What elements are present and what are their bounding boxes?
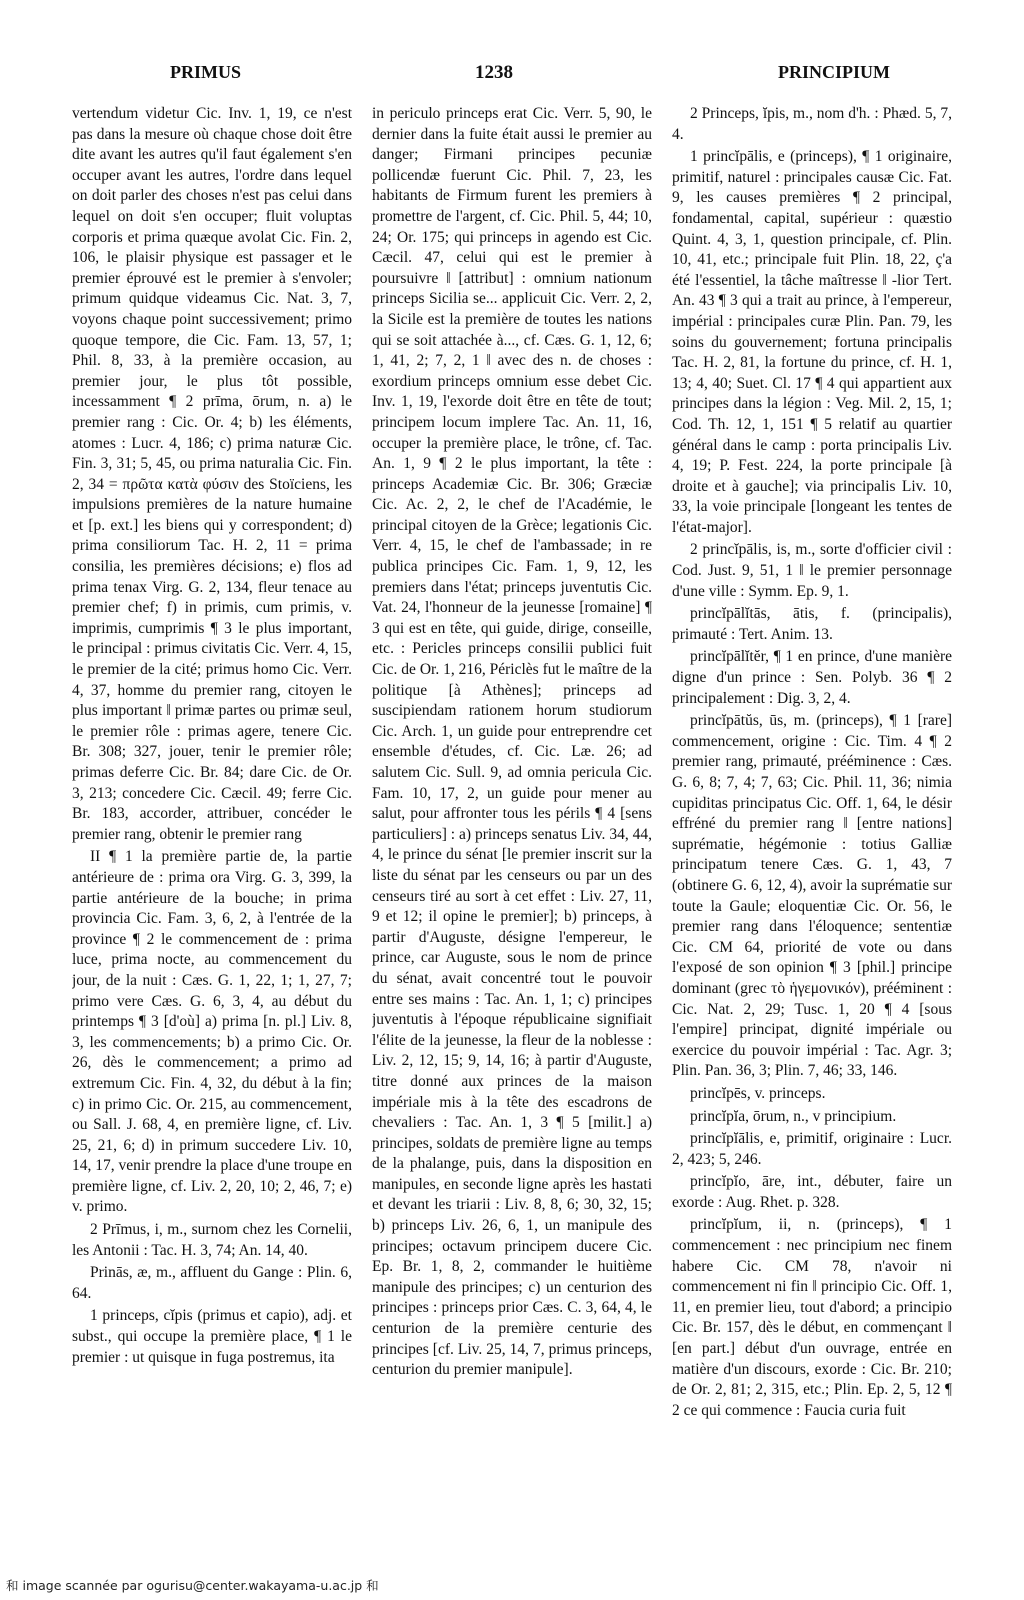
header-last-entry: PRINCIPIUM xyxy=(778,62,890,82)
text-column-left xyxy=(72,104,352,1569)
entry-principium: princĭpĭum, ii, n. (princeps), ¶ 1 commencement : nec principium nec finem habere Cic. CM 78, n'avoir ni commencement ni fin ‖ principio Cic. Off. 1, 11, en premier lieu, tout d'abord; a principio Cic. Br. 157, dès le début, en commençant ‖ [en part.] début d'un ouvrage, entrée en matière d'un discours, exorde : Cic. Br. 210; de Or. 2, 81; 2, 315, etc.; Plin. Ep. 2, 5, 12 ¶ 2 ce qui commence : Faucia curia fuit xyxy=(672,1216,952,1419)
entry-prinas: Prinās, æ, m., affluent du Gange : Plin. 6, 64. xyxy=(72,1264,352,1302)
entry-principalitas: princĭpālĭtās, ātis, f. (principalis), primauté : Tert. Anim. 13. xyxy=(672,605,952,643)
entry-paragraph: vertendum videtur Cic. Inv. 1, 19, ce n'est pas dans la mesure où chaque chose doit être dite avant les autres qu'il faut également s'en occuper avant les autres, l'ordre dans lequel on doit parler des choses n'est pas celui dans lequel on doit s'en occuper; fluit voluptas corporis et prima quæque avolat Cic. Fin. 2, 106, le plaisir physique est passager et le premier éprouvé est le premier à s'envoler; primum quidque videamus Cic. Nat. 3, 7, voyons chaque point successivement; primo quoque tempore, die Cic. Fam. 13, 57, 1; Phil. 8, 33, à la première occasion, au premier jour, le plus tôt possible, incessamment ¶ 2 prīma, ōrum, n. a) le premier rang : Cic. Or. 4; b) les éléments, atomes : Lucr. 4, 186; c) prima naturæ Cic. Fin. 3, 31; 5, 45, ou prima naturalia Cic. Fin. 2, 34 = πρῶτα κατὰ φύσιν des Stoïciens, les impulsions premières de la nature humaine et [p. ext.] les biens qui y correspondent; d) prima consiliorum Tac. H. 2, 11 = prima consilia, les premières décisions; e) flos ad prima tenax Virg. G. 2, 134, fleur tenace au premier chef; f) in primis, cum primis, v. imprimis, cumprimis ¶ 3 le plus important, le principal : primus civitatis Cic. Verr. 4, 15, le premier de la cité; primus homo Cic. Verr. 4, 37, homme du premier rang, citoyen le plus important ‖ primæ partes ou primæ seul, le premier rôle : primas agere, tenere Cic. Br. 308; 327, jouer, tenir le premier rôle; primas deferre Cic. Br. 84; dare Cic. de Or. 3, 213; concedere Cic. Cæcil. 49; ferre Cic. Br. 183, accorder, attribuer, concéder le premier rang, obtenir le premier rang xyxy=(72,105,352,843)
entry-paragraph: in periculo princeps erat Cic. Verr. 5, 90, le dernier dans la fuite était aussi le premier au danger; Firmani principes pecuniæ pollicendæ fuerunt Cic. Phil. 7, 23, les habitants de Firmum furent les premiers à promettre de l'argent, cf. Cic. Phil. 5, 44; 10, 24; Or. 175; qui princeps in agendo est Cic. Cæcil. 47, celui qui est le premier à poursuivre ‖ [attribut] : omnium nationum princeps Sicilia se... applicuit Cic. Verr. 2, 2, la Sicile est la première de toutes les nations qui se soit attachée à..., cf. Cæs. G. 1, 12, 6; 1, 41, 2; 7, 2, 1 ‖ avec des n. de choses : exordium princeps omnium esse debet Cic. Inv. 1, 19, l'exorde doit être en tête de tout; principem locum implere Tac. An. 11, 16, occuper la première place, le trône, cf. Tac. An. 1, 9 ¶ 2 le plus important, la tête : princeps Academiæ Cic. Br. 306; Græciæ Cic. Ac. 2, 2, le chef de l'Académie, le principal citoyen de la Grèce; legationis Cic. Verr. 4, 15, le chef de l'ambassade; in re publica principes Cic. Fam. 1, 9, 12, les premiers dans l'état; princeps juventutis Cic. Vat. 24, l'honneur de la jeunesse [romaine] ¶ 3 qui est en tête, qui guide, dirige, conseille, etc. : Pericles princeps consilii publici fuit Cic. de Or. 1, 216, Périclès fut le maître de la politique [à Athènes]; princeps ad suscipiendam rationem horum studiorum Cic. Arch. 1, un guide pour entreprendre cet ensemble d'études, cf. Cic. Læ. 26; ad salutem Cic. Sull. 9, ad omnia pericula Cic. Fam. 10, 17, 2, un guide pour mener au salut, pour affronter tous les périls ¶ 4 [sens particuliers] : a) princeps senatus Liv. 34, 44, 4, le prince du sénat [le premier inscrit sur la liste du sénat par les censeurs ou par un des censeurs tiré au sort à cet effet : Liv. 27, 11, 9 et 12; il opine le premier]; b) princeps, à partir d'Auguste, désigne l'empereur, le prince, car Auguste, sous le nom de prince du sénat, avait concentré tout le pouvoir entre ses mains : Tac. An. 1, 1; c) principes juventutis à l'époque républicaine signifiait l'élite de la jeunesse, la fleur de la noblesse : Liv. 2, 12, 15; 9, 14, 16; à partir d'Auguste, titre donné aux princes de la maison impériale mis à la tête des escadrons de chevaliers : Tac. An. 1, 3 ¶ 5 [milit.] a) principes, soldats de première ligne au temps de la phalange, puis, dans la disposition en manipules, en seconde ligne après les hastati et devant les triarii : Liv. 8, 8, 6; 30, 32, 15; b) princeps Liv. 26, 6, 1, un manipule des principes; octavum principem ducere Cic. Ep. Br. 1, 8, 2, commander le huitième manipule des principes; c) un centurion des principes : princeps prior Cæs. C. 3, 64, 4, le centurion de la première centurie des principes [cf. Liv. 25, 14, 7, primus princeps, centurion du premier manipule]. xyxy=(372,105,652,1379)
entry-principalis-1: 1 princĭpālis, e (princeps), ¶ 1 originaire, primitif, naturel : principales causæ Cic. Fat. 9, les causes premières ¶ 2 principal, fondamental, capital, supérieur : quæstio Quint. 4, 3, 1, question principale, cf. Plin. 10, 41, etc.; principale fuit Plin. 18, 22, ç'a été l'essentiel, la tâche maîtresse ‖ -lior Tert. An. 43 ¶ 3 qui a trait au prince, à l'empereur, impérial : principales curæ Plin. Pan. 79, les soins du gouvernement; fortuna principalis Tac. H. 2, 81, la fortune du prince, cf. H. 1, 13; 4, 40; Suet. Cl. 17 ¶ 4 qui appartient aux principes dans la légion : Veg. Mil. 2, 15, 1; Cod. Th. 12, 1, 151 ¶ 5 relatif au quartier général dans le camp : porta principalis Liv. 4, 19; P. Fest. 224, la porte principale [à droite et à gauche]; via principalis Liv. 10, 33, la voie principale [longeant les tentes de l'état-major]. xyxy=(672,148,952,536)
entry-principialis: princĭpĭālis, e, primitif, originaire : Lucr. 2, 423; 5, 246. xyxy=(672,1130,952,1168)
entry-principia: princĭpĭa, ōrum, n., v principium. xyxy=(690,1107,897,1125)
entry-princeps-2: 2 Princeps, ĭpis, m., nom d'h. : Phæd. 5, 7, 4. xyxy=(672,105,952,143)
header-first-entry: PRIMUS xyxy=(170,62,241,82)
entry-paragraph: II ¶ 1 la première partie de, la partie antérieure de : prima ora Virg. G. 3, 399, la partie antérieure de la bouche; in prima provincia Cic. Fam. 3, 6, 2, à l'entrée de la province ¶ 2 le commencement de : prima luce, prima nocte, au commencement du jour, de la nuit : Cæs. G. 1, 22, 1; 1, 27, 7; primo vere Cæs. G. 6, 3, 4, au début du printemps ¶ 3 [d'où] a) prima [n. pl.] Liv. 8, 3, les commencements; b) a primo Cic. Or. 26, dès le commencement; a primo ad extremum Cic. Fin. 4, 32, du début à la fin; c) in primo Cic. Or. 215, au commencement, ou Sall. J. 68, 4, en première ligne, cf. Liv. 25, 21, 6; d) in primum succedere Liv. 10, 14, 17, venir prendre la place d'une troupe en première ligne, cf. Liv. 2, 20, 10; 2, 46, 7; e) v. primo. xyxy=(72,848,352,1216)
text-column-middle xyxy=(372,104,652,1569)
entry-principatus: princĭpātŭs, ūs, m. (princeps), ¶ 1 [rare] commencement, origine : Cic. Tim. 4 ¶ 2 premier rang, primauté, prééminence : Cæs. G. 6, 8; 7, 4; 7, 63; Cic. Phil. 11, 36; nimia cupiditas principatus Cic. Off. 1, 64, le désir effréné du premier rang ‖ [entre nations] suprématie, hégémonie : totius Galliæ principatum tenere Cæs. G. 1, 43, 7 (obtinere G. 6, 12, 4), avoir la suprématie sur toute la Gaule; eloquentiæ Cic. Or. 56, le premier rang dans l'éloquence; sententiæ Cic. CM 64, priorité de vote ou dans l'exposé de son opinion ¶ 3 [phil.] principe dominant (grec τὸ ἡγεμονικόν), prééminent : Cic. Nat. 2, 29; Tusc. 1, 20 ¶ 4 [sous l'empire] principat, dignité impériale ou exercice du pouvoir impérial : Tac. Agr. 3; Plin. Pan. 36, 3; Plin. 7, 46; 33, 146. xyxy=(672,712,952,1080)
entry-principes: princĭpēs, v. princeps. xyxy=(690,1084,826,1102)
entry-principalis-2: 2 princĭpālis, is, m., sorte d'officier civil : Cod. Just. 9, 51, 1 ‖ le premier personnage d'une ville : Symm. Ep. 9, 1. xyxy=(672,541,952,600)
entry-princeps-1: 1 princeps, cĭpis (primus et capio), adj. et subst., qui occupe la première place, ¶ 1 le premier : ut quisque in fuga postremus, ita xyxy=(72,1307,352,1366)
running-header xyxy=(170,62,890,90)
entry-principio: princĭpĭo, āre, int., débuter, faire un exorde : Aug. Rhet. p. 328. xyxy=(672,1173,952,1211)
entry-primus-2: 2 Prīmus, i, m., surnom chez les Cornelii, les Antonii : Tac. H. 3, 74; An. 14, 40. xyxy=(72,1221,352,1259)
scan-credit: 和 image scannée par ogurisu@center.wakayama-u.ac.jp 和 xyxy=(6,1578,379,1593)
text-column-right xyxy=(672,104,952,1569)
page-number: 1238 xyxy=(475,62,513,83)
entry-principaliter: princĭpālĭtĕr, ¶ 1 en prince, d'une manière digne d'un prince : Sen. Polyb. 36 ¶ 2 principalement : Dig. 3, 2, 4. xyxy=(672,648,952,707)
